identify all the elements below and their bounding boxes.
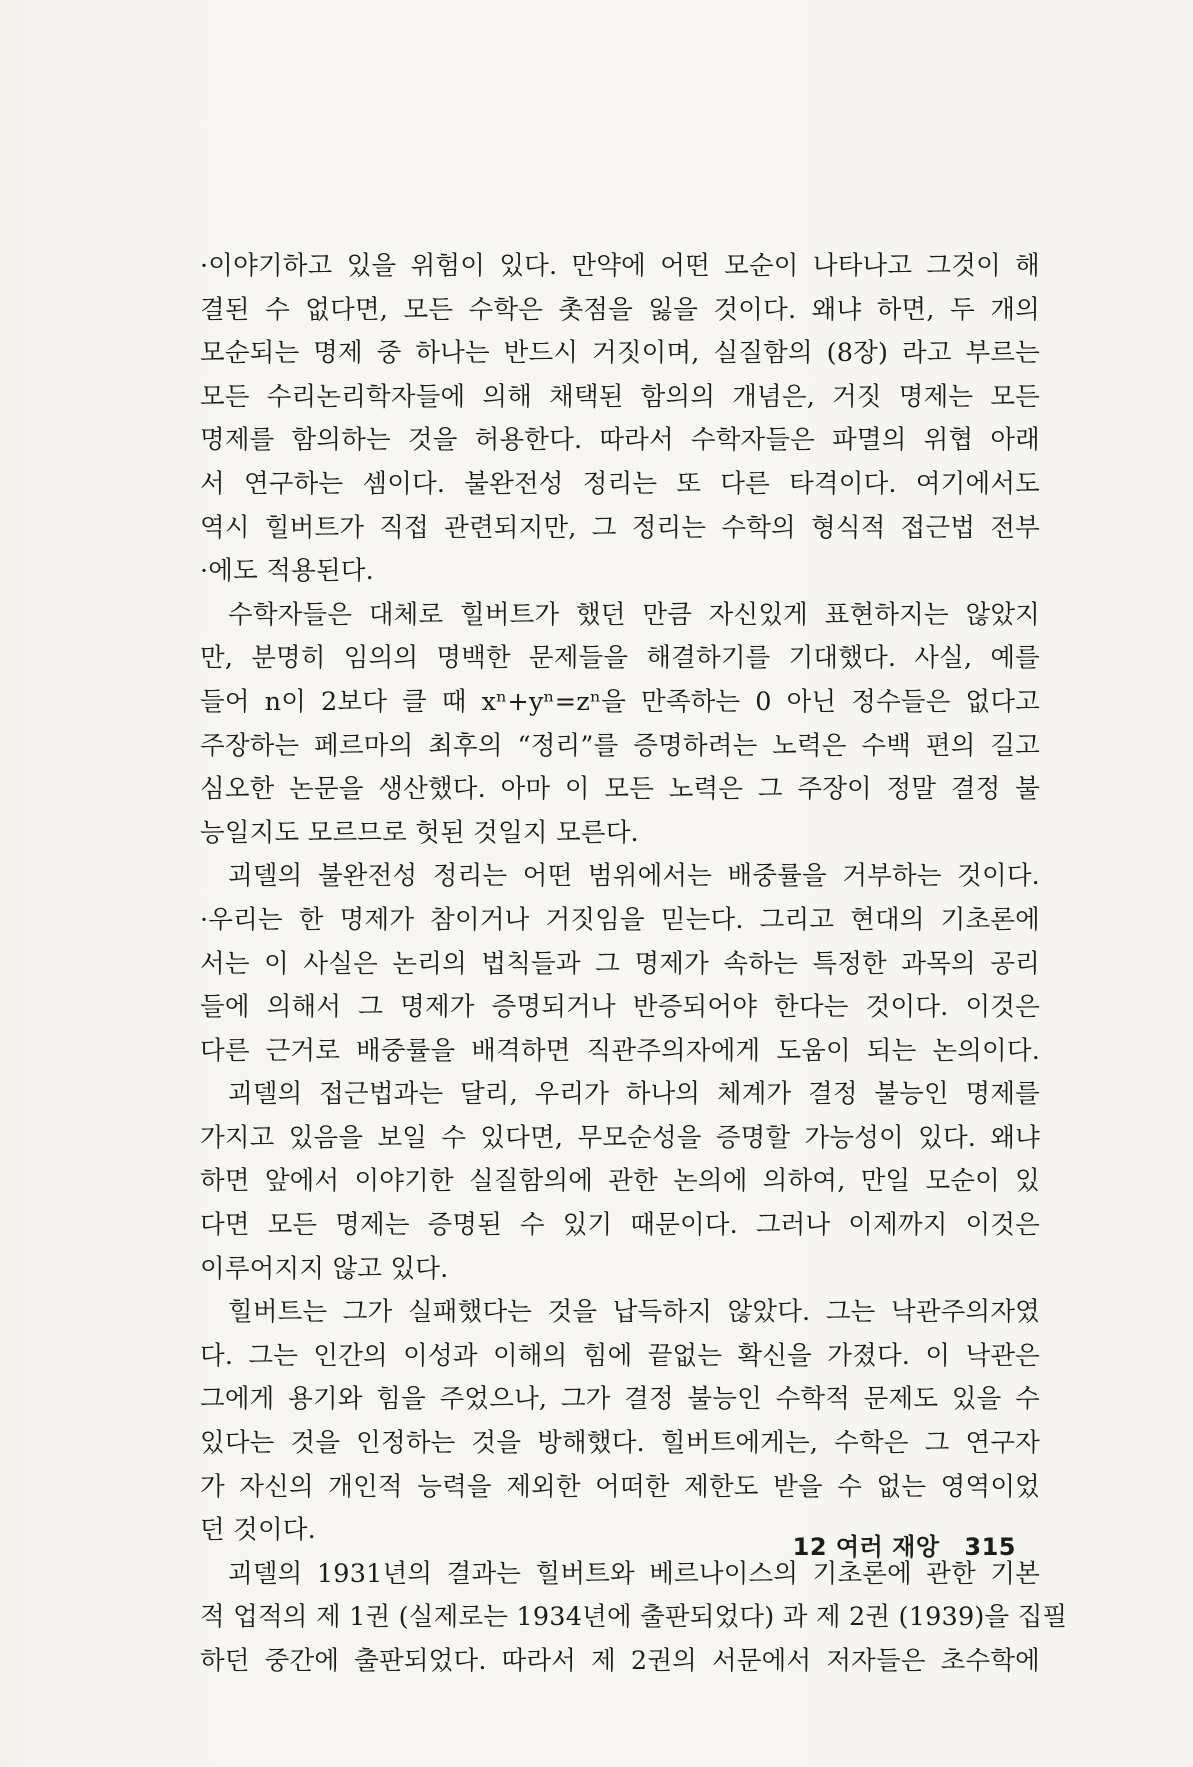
chapter-title: 12 여러 재앙 (792, 1533, 940, 1561)
text-line: 심오한 논문을 생산했다. 아마 이 모든 노력은 그 주장이 정말 결정 불 (200, 774, 1040, 805)
text-line: 들에 의해서 그 명제가 증명되거나 반증되어야 한다는 것이다. 이것은 (200, 992, 1040, 1023)
text-line: ·에도 적용된다. (200, 556, 374, 587)
text-line: 힐버트는 그가 실패했다는 것을 납득하지 않았다. 그는 낙관주의자였 (228, 1297, 1040, 1328)
body-text (200, 245, 1068, 1684)
text-line: 능일지도 모르므로 헛된 것일지 모른다. (200, 817, 639, 848)
text-line: 가지고 있음을 보일 수 있다면, 무모순성을 증명할 가능성이 있다. 왜냐 (200, 1122, 1040, 1153)
text-line: 역시 힐버트가 직접 관련되지만, 그 정리는 수학의 형식적 접근법 전부 (200, 512, 1040, 543)
text-line: 만, 분명히 임의의 명백한 문제들을 해결하기를 기대했다. 사실, 예를 (200, 643, 1040, 674)
text-line: 그에게 용기와 힘을 주었으나, 그가 결정 불능인 수학적 문제도 있을 수 (200, 1384, 1040, 1415)
text-line: 있다는 것을 인정하는 것을 방해했다. 힐버트에게는, 수학은 그 연구자 (200, 1428, 1040, 1459)
text-line: 결된 수 없다면, 모든 수학은 촛점을 잃을 것이다. 왜냐 하면, 두 개의 (200, 294, 1040, 325)
page-footer (200, 1527, 1016, 1562)
text-line: 들어 n이 2보다 클 때 xⁿ+yⁿ=zⁿ을 만족하는 0 아닌 정수들은 없다고 (200, 686, 1040, 717)
text-line: 하면 앞에서 이야기한 실질함의에 관한 논의에 의하여, 만일 모순이 있 (200, 1166, 1040, 1197)
text-line: 하던 중간에 출판되었다. 따라서 제 2권의 서문에서 저자들은 초수학에 (200, 1646, 1040, 1676)
text-line: 다. 그는 인간의 이성과 이해의 힘에 끝없는 확신을 가졌다. 이 낙관은 (200, 1340, 1040, 1371)
text-line: ·우리는 한 명제가 참이거나 거짓임을 믿는다. 그리고 현대의 기초론에 (200, 904, 1040, 935)
page-number: 315 (964, 1533, 1016, 1561)
text-line: 던 것이다. (200, 1515, 316, 1546)
text-line: 서 연구하는 셈이다. 불완전성 정리는 또 다른 타격이다. 여기에서도 (200, 468, 1040, 499)
text-line: 괴델의 불완전성 정리는 어떤 범위에서는 배중률을 거부하는 것이다. (228, 861, 1040, 892)
text-line: 명제를 함의하는 것을 허용한다. 따라서 수학자들은 파멸의 위협 아래 (200, 425, 1040, 456)
text-line: 다른 근거로 배중률을 배격하면 직관주의자에게 도움이 되는 논의이다. (200, 1035, 1040, 1066)
text-line: 괴델의 접근법과는 달리, 우리가 하나의 체계가 결정 불능인 명제를 (228, 1079, 1040, 1110)
text-line: ·이야기하고 있을 위험이 있다. 만약에 어떤 모순이 나타나고 그것이 해 (200, 251, 1040, 281)
text-line: 다면 모든 명제는 증명된 수 있기 때문이다. 그러나 이제까지 이것은 (200, 1210, 1040, 1241)
text-line: 주장하는 페르마의 최후의 “정리”를 증명하려는 노력은 수백 편의 길고 (200, 730, 1040, 761)
text-line: 이루어지지 않고 있다. (200, 1253, 449, 1284)
text-line: 가 자신의 개인적 능력을 제외한 어떠한 제한도 받을 수 없는 영역이었 (200, 1471, 1040, 1502)
text-line: 적 업적의 제 1권 (실제로는 1934년에 출판되었다) 과 제 2권 (1939)을 집필 (200, 1602, 1068, 1633)
text-line: 모든 수리논리학자들에 의해 채택된 함의의 개념은, 거짓 명제는 모든 (200, 381, 1040, 412)
text-line: 서는 이 사실은 논리의 법칙들과 그 명제가 속하는 특정한 과목의 공리 (200, 948, 1040, 979)
text-line: 수학자들은 대체로 힐버트가 했던 만큼 자신있게 표현하지는 않았지 (228, 599, 1040, 630)
text-line: 모순되는 명제 중 하나는 반드시 거짓이며, 실질함의 (8장) 라고 부르는 (200, 338, 1040, 369)
text-line: 괴델의 1931년의 결과는 힐버트와 베르나이스의 기초론에 관한 기본 (228, 1558, 1040, 1589)
